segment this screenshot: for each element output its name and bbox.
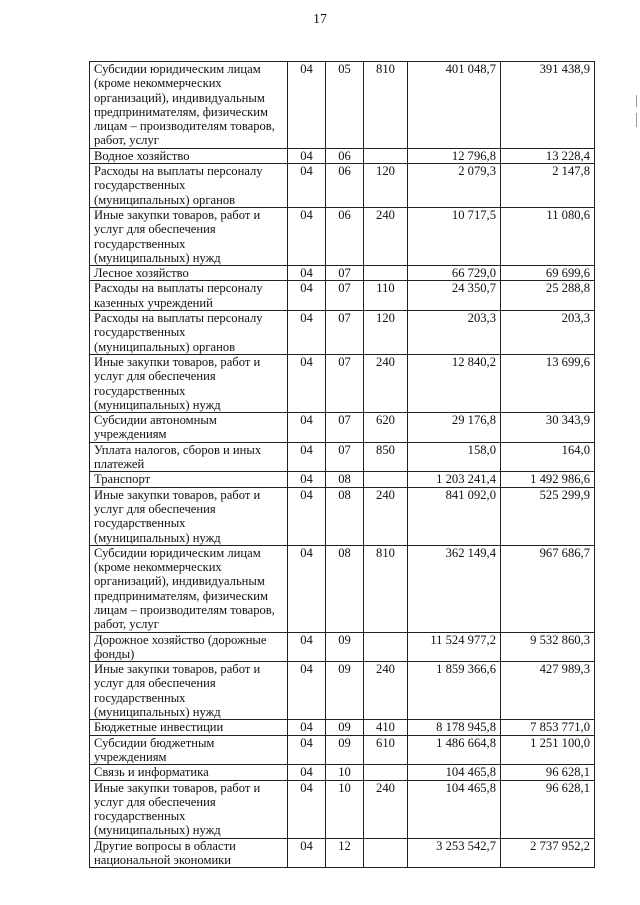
amount-year-2-cell: 967 686,7	[501, 545, 595, 632]
item-name-cell: Субсидии автономным учреждениям	[90, 413, 288, 443]
item-name-cell: Транспорт	[90, 472, 288, 487]
subsection-code-cell: 12	[326, 838, 364, 868]
section-code-cell: 04	[288, 632, 326, 662]
table-row	[90, 354, 595, 412]
amount-year-1-cell: 401 048,7	[408, 62, 501, 149]
amount-year-1-cell: 1 203 241,4	[408, 472, 501, 487]
amount-year-1-cell: 11 524 977,2	[408, 632, 501, 662]
item-name-cell: Иные закупки товаров, работ и услуг для обеспечения государственных (муниципальных) нужд	[90, 662, 288, 720]
subsection-code-cell: 06	[326, 148, 364, 163]
section-code-cell: 04	[288, 720, 326, 735]
item-name-cell: Иные закупки товаров, работ и услуг для обеспечения государственных (муниципальных) нужд	[90, 354, 288, 412]
expense-type-code-cell: 240	[364, 207, 408, 265]
amount-year-2-cell: 2 737 952,2	[501, 838, 595, 868]
section-code-cell: 04	[288, 311, 326, 355]
amount-year-2-cell: 7 853 771,0	[501, 720, 595, 735]
item-name-cell: Иные закупки товаров, работ и услуг для обеспечения государственных (муниципальных) нужд	[90, 780, 288, 838]
amount-year-2-cell: 13 699,6	[501, 354, 595, 412]
amount-year-2-cell: 427 989,3	[501, 662, 595, 720]
item-name-cell: Расходы на выплаты персоналу казенных учреждений	[90, 281, 288, 311]
expense-type-code-cell: 610	[364, 735, 408, 765]
amount-year-2-cell: 69 699,6	[501, 266, 595, 281]
table-row	[90, 164, 595, 208]
section-code-cell: 04	[288, 442, 326, 472]
subsection-code-cell: 08	[326, 472, 364, 487]
section-code-cell: 04	[288, 266, 326, 281]
amount-year-1-cell: 29 176,8	[408, 413, 501, 443]
item-name-cell: Расходы на выплаты персоналу государственных (муниципальных) органов	[90, 311, 288, 355]
section-code-cell: 04	[288, 207, 326, 265]
budget-table	[89, 61, 595, 868]
item-name-cell: Лесное хозяйство	[90, 266, 288, 281]
section-code-cell: 04	[288, 62, 326, 149]
subsection-code-cell: 10	[326, 780, 364, 838]
table-row	[90, 148, 595, 163]
amount-year-2-cell: 9 532 860,3	[501, 632, 595, 662]
amount-year-2-cell: 1 492 986,6	[501, 472, 595, 487]
item-name-cell: Расходы на выплаты персоналу государственных (муниципальных) органов	[90, 164, 288, 208]
item-name-cell: Субсидии юридическим лицам (кроме некоммерческих организаций), индивидуальным предпринимателям, физическим лицам – производителям товаров, работ, услуг	[90, 62, 288, 149]
expense-type-code-cell: 120	[364, 164, 408, 208]
expense-type-code-cell	[364, 765, 408, 780]
table-row	[90, 735, 595, 765]
subsection-code-cell: 09	[326, 735, 364, 765]
item-name-cell: Субсидии юридическим лицам (кроме некоммерческих организаций), индивидуальным предпринимателям, физическим лицам – производителям товаров, работ, услуг	[90, 545, 288, 632]
expense-type-code-cell: 410	[364, 720, 408, 735]
item-name-cell: Уплата налогов, сборов и иных платежей	[90, 442, 288, 472]
amount-year-1-cell: 24 350,7	[408, 281, 501, 311]
table-row	[90, 545, 595, 632]
edge-mark	[636, 113, 637, 127]
subsection-code-cell: 08	[326, 487, 364, 545]
amount-year-1-cell: 841 092,0	[408, 487, 501, 545]
subsection-code-cell: 07	[326, 311, 364, 355]
amount-year-1-cell: 3 253 542,7	[408, 838, 501, 868]
amount-year-2-cell: 30 343,9	[501, 413, 595, 443]
table-row	[90, 472, 595, 487]
amount-year-2-cell: 1 251 100,0	[501, 735, 595, 765]
amount-year-2-cell: 96 628,1	[501, 780, 595, 838]
subsection-code-cell: 07	[326, 442, 364, 472]
table-row	[90, 413, 595, 443]
table-row	[90, 838, 595, 868]
amount-year-2-cell: 391 438,9	[501, 62, 595, 149]
subsection-code-cell: 07	[326, 413, 364, 443]
item-name-cell: Другие вопросы в области национальной экономики	[90, 838, 288, 868]
table-row	[90, 765, 595, 780]
edge-mark	[636, 95, 637, 107]
subsection-code-cell: 09	[326, 720, 364, 735]
section-code-cell: 04	[288, 780, 326, 838]
expense-type-code-cell: 240	[364, 487, 408, 545]
section-code-cell: 04	[288, 164, 326, 208]
section-code-cell: 04	[288, 413, 326, 443]
amount-year-1-cell: 1 486 664,8	[408, 735, 501, 765]
amount-year-1-cell: 66 729,0	[408, 266, 501, 281]
subsection-code-cell: 09	[326, 662, 364, 720]
subsection-code-cell: 07	[326, 281, 364, 311]
table-row	[90, 266, 595, 281]
expense-type-code-cell: 240	[364, 662, 408, 720]
section-code-cell: 04	[288, 735, 326, 765]
section-code-cell: 04	[288, 662, 326, 720]
section-code-cell: 04	[288, 472, 326, 487]
amount-year-1-cell: 10 717,5	[408, 207, 501, 265]
expense-type-code-cell	[364, 148, 408, 163]
section-code-cell: 04	[288, 148, 326, 163]
item-name-cell: Иные закупки товаров, работ и услуг для обеспечения государственных (муниципальных) нужд	[90, 487, 288, 545]
item-name-cell: Водное хозяйство	[90, 148, 288, 163]
expense-type-code-cell	[364, 632, 408, 662]
expense-type-code-cell: 850	[364, 442, 408, 472]
subsection-code-cell: 09	[326, 632, 364, 662]
subsection-code-cell: 08	[326, 545, 364, 632]
expense-type-code-cell: 240	[364, 354, 408, 412]
expense-type-code-cell: 810	[364, 545, 408, 632]
item-name-cell: Иные закупки товаров, работ и услуг для обеспечения государственных (муниципальных) нужд	[90, 207, 288, 265]
amount-year-1-cell: 2 079,3	[408, 164, 501, 208]
item-name-cell: Субсидии бюджетным учреждениям	[90, 735, 288, 765]
section-code-cell: 04	[288, 545, 326, 632]
expense-type-code-cell: 120	[364, 311, 408, 355]
subsection-code-cell: 05	[326, 62, 364, 149]
amount-year-2-cell: 11 080,6	[501, 207, 595, 265]
amount-year-1-cell: 203,3	[408, 311, 501, 355]
amount-year-1-cell: 158,0	[408, 442, 501, 472]
page-number: 17	[313, 12, 327, 27]
table-row	[90, 281, 595, 311]
subsection-code-cell: 10	[326, 765, 364, 780]
amount-year-2-cell: 25 288,8	[501, 281, 595, 311]
item-name-cell: Бюджетные инвестиции	[90, 720, 288, 735]
section-code-cell: 04	[288, 354, 326, 412]
table-row	[90, 487, 595, 545]
section-code-cell: 04	[288, 838, 326, 868]
subsection-code-cell: 07	[326, 266, 364, 281]
expense-type-code-cell: 240	[364, 780, 408, 838]
table-row	[90, 720, 595, 735]
expense-type-code-cell: 620	[364, 413, 408, 443]
amount-year-1-cell: 8 178 945,8	[408, 720, 501, 735]
table-row	[90, 780, 595, 838]
amount-year-1-cell: 12 796,8	[408, 148, 501, 163]
subsection-code-cell: 06	[326, 207, 364, 265]
amount-year-2-cell: 2 147,8	[501, 164, 595, 208]
amount-year-2-cell: 525 299,9	[501, 487, 595, 545]
amount-year-1-cell: 104 465,8	[408, 765, 501, 780]
item-name-cell: Связь и информатика	[90, 765, 288, 780]
expense-type-code-cell	[364, 472, 408, 487]
expense-type-code-cell: 810	[364, 62, 408, 149]
amount-year-1-cell: 12 840,2	[408, 354, 501, 412]
expense-type-code-cell: 110	[364, 281, 408, 311]
table-row	[90, 62, 595, 149]
table-body	[90, 62, 595, 868]
item-name-cell: Дорожное хозяйство (дорожные фонды)	[90, 632, 288, 662]
expense-type-code-cell	[364, 838, 408, 868]
table-row	[90, 632, 595, 662]
section-code-cell: 04	[288, 281, 326, 311]
amount-year-2-cell: 203,3	[501, 311, 595, 355]
amount-year-1-cell: 104 465,8	[408, 780, 501, 838]
table-row	[90, 442, 595, 472]
amount-year-2-cell: 96 628,1	[501, 765, 595, 780]
section-code-cell: 04	[288, 765, 326, 780]
table-row	[90, 662, 595, 720]
amount-year-1-cell: 362 149,4	[408, 545, 501, 632]
subsection-code-cell: 06	[326, 164, 364, 208]
subsection-code-cell: 07	[326, 354, 364, 412]
table-row	[90, 311, 595, 355]
amount-year-2-cell: 13 228,4	[501, 148, 595, 163]
amount-year-2-cell: 164,0	[501, 442, 595, 472]
section-code-cell: 04	[288, 487, 326, 545]
table-row	[90, 207, 595, 265]
amount-year-1-cell: 1 859 366,6	[408, 662, 501, 720]
expense-type-code-cell	[364, 266, 408, 281]
